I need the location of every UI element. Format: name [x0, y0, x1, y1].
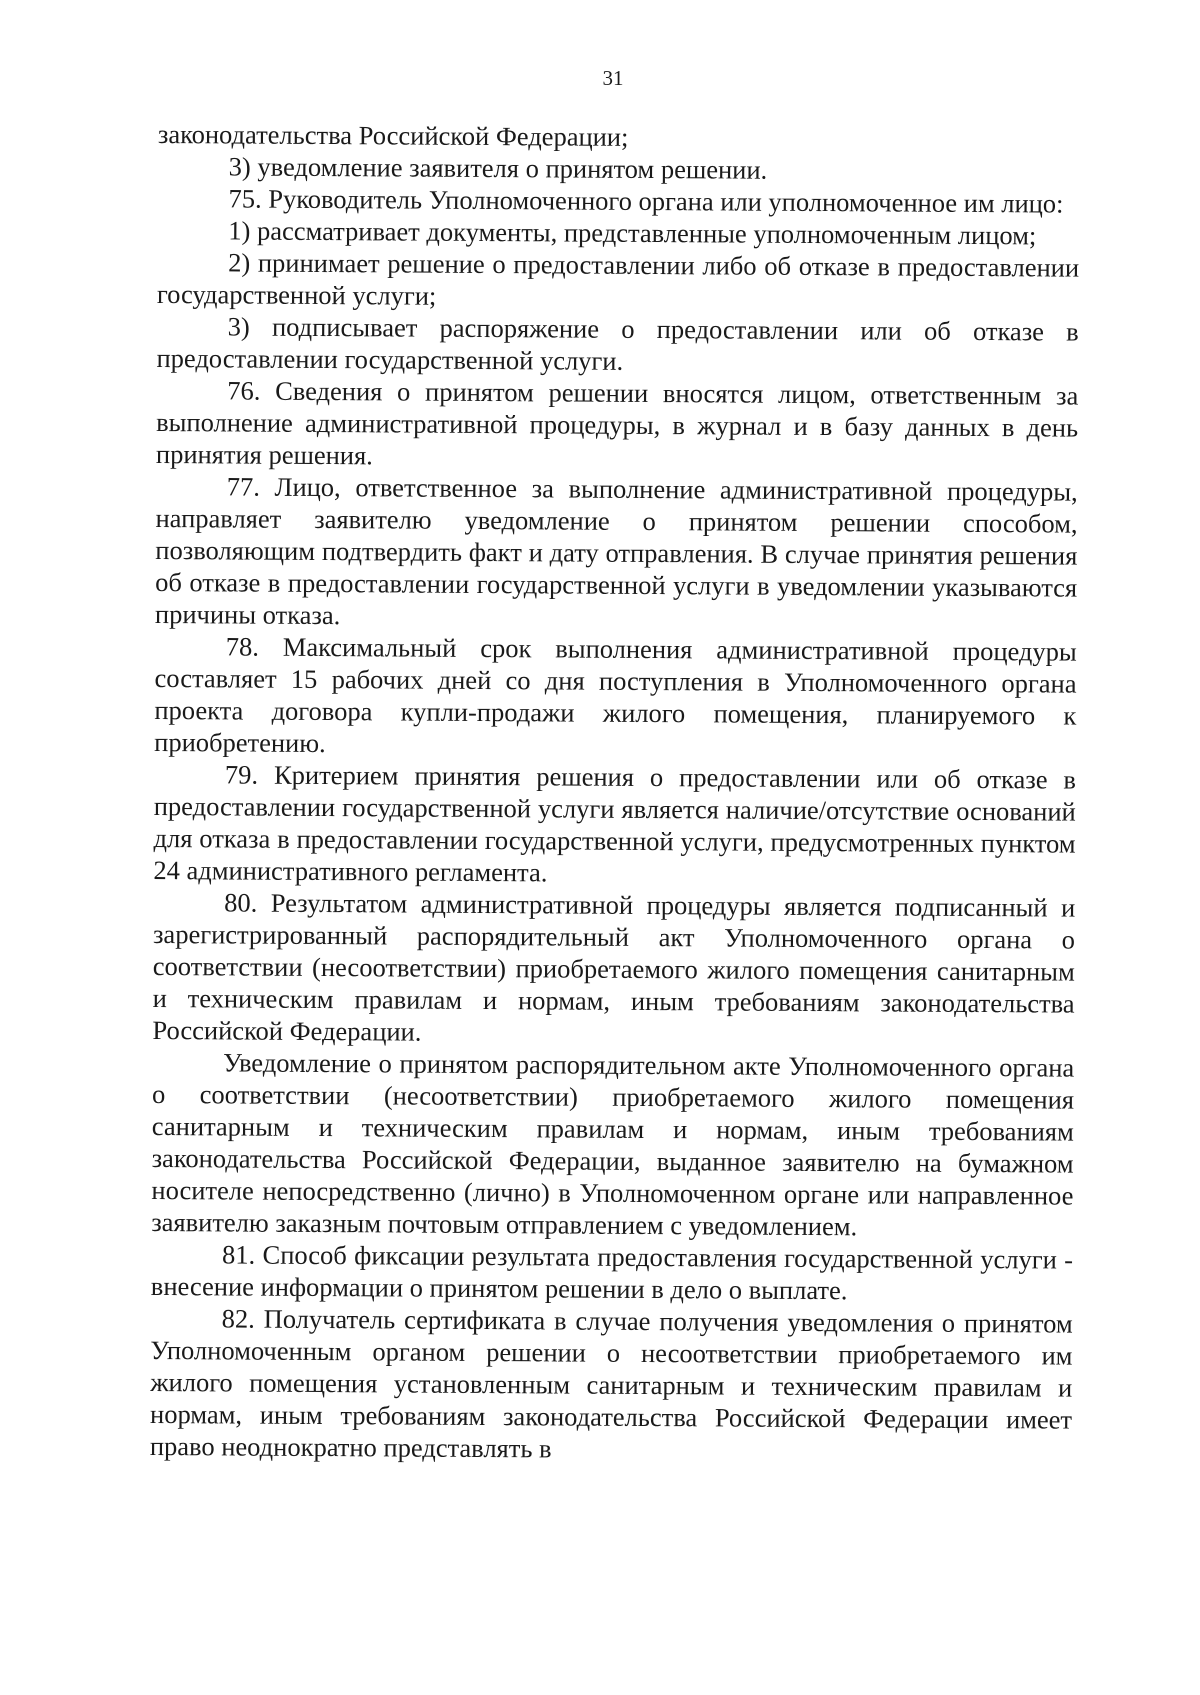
document-body: [150, 118, 1080, 1468]
page-number: 31: [602, 66, 624, 90]
paragraph: Уведомление о принятом распорядительном акте Уполномоченного органа о соответствии (несоответствии) приобретаемого жилого помещения санитарным и техническим правилам и нормам, иным требованиям законодательства Российской Федерации, выданное заявителю на бумажном носителе непосредственно (лично) в Уполномоченном органе или направленное заявителю заказным почтовым отправлением с уведомлением.: [151, 1047, 1075, 1242]
paragraph: 80. Результатом административной процедуры является подписанный и зарегистрированный распорядительный акт Уполномоченного органа о соответствии (несоответствии) приобретаемого жилого помещения санитарным и техническим правилам и нормам, иным требованиям законодательства Российской Федерации.: [152, 887, 1076, 1047]
paragraph: 75. Руководитель Уполномоченного органа или уполномоченное им лицо:: [228, 183, 1064, 219]
paragraph: 1) рассматривает документы, представленные уполномоченным лицом;: [228, 215, 1037, 251]
paragraph: 82. Получатель сертификата в случае получения уведомления о принятом Уполномоченным органом решении о несоответствии приобретаемого им жилого помещения установленным санитарным и техническим правилам и нормам, иным требованиям законодательства Российской Федерации имеет право неоднократно представлять в: [149, 1303, 1073, 1464]
paragraph: законодательства Российской Федерации;: [157, 118, 629, 152]
paragraph: 3) подписывает распоряжение о предоставлении или об отказе в предоставлении государственной услуги.: [156, 311, 1079, 376]
paragraph: 2) принимает решение о предоставлении либо об отказе в предоставлении государственной услуги;: [156, 247, 1080, 311]
paragraph: 76. Сведения о принятом решении вносятся лицом, ответственным за выполнение административной процедуры, в журнал и в базу данных в день принятия решения.: [155, 375, 1079, 471]
paragraph: 3) уведомление заявителя о принятом решении.: [228, 151, 768, 185]
paragraph: 81. Способ фиксации результата предоставления государственной услуги - внесение информации о принятом решении в дело о выплате.: [150, 1239, 1074, 1306]
paragraph: 78. Максимальный срок выполнения административной процедуры составляет 15 рабочих дней со дня поступления в Уполномоченного органа проекта договора купли-продажи жилого помещения, планируемого к приобретению.: [154, 631, 1077, 759]
paragraph: 77. Лицо, ответственное за выполнение административной процедуры, направляет заявителю уведомление о принятом решении способом, позволяющим подтвердить факт и дату отправления. В случае принятия решения об отказе в предоставлении государственной услуги в уведомлении указываются причины отказа.: [154, 471, 1078, 631]
paragraph: 79. Критерием принятия решения о предоставлении или об отказе в предоставлении государственной услуги является наличие/отсутствие оснований для отказа в предоставлении государственной услуги, предусмотренных пунктом 24 административного регламента.: [153, 759, 1077, 888]
